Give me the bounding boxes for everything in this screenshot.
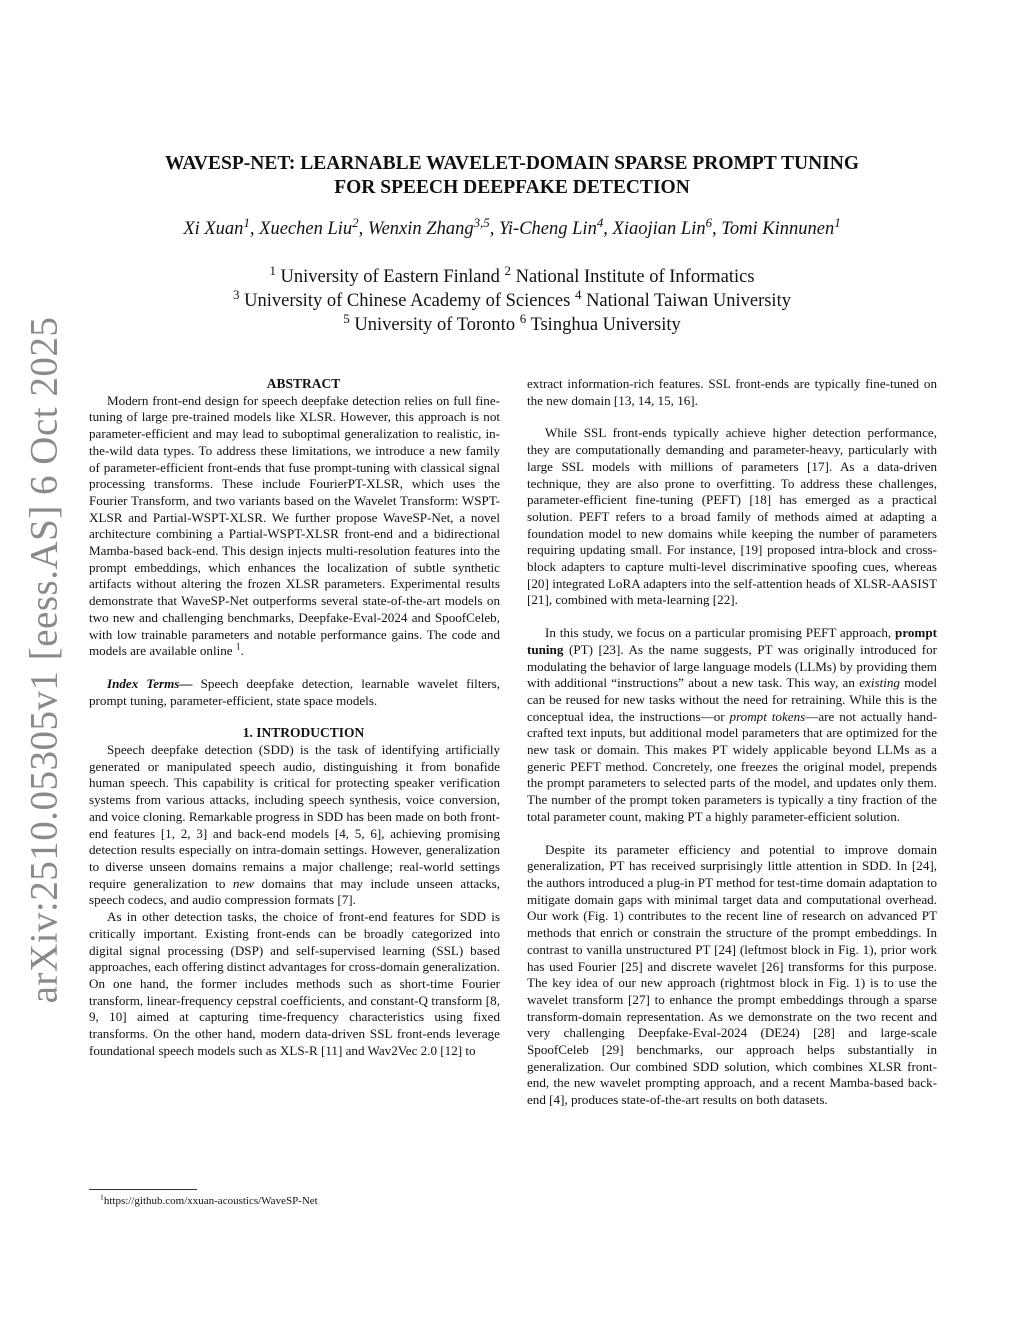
left-column [89,376,500,1059]
author-sup: 2 [352,214,359,230]
affiliation-line-1 [150,262,874,289]
right-paragraph-1: While SSL front-ends typically achieve higher detection performance, they are computationally demanding and parameter-heavy, particularly with large SSL models with millions of parameters [17]. As a data-driven technique, they are also prone to overfitting. To address these challenges, parameter-efficient fine-tuning (PEFT) [18] has emerged as a practical solution. PEFT refers to a broad family of methods aimed at adapting a foundation model to new domains while keeping the number of parameters requiring updating small. For instance, [19] proposed intra-block and cross-block adapters to capture multi-level discriminative spoofing cues, whereas [20] integrated LoRA adapters into the self-attention heads of XLSR-AASIST [21], combined with meta-learning [22]. [527,425,937,608]
paper-title [100,152,924,200]
author-sup: 1 [243,214,250,230]
intro-p1-text: Speech deepfake detection (SDD) is the task of identifying artificially generated or manipulated speech audio, distinguishing it from bonafide human speech. This capability is critical for protecting speaker verification systems from various attacks, including speech synthesis, voice conversion, and voice cloning. Remarkable progress in SDD has been made on both front-end features [1, 2, 3] and back-end models [4, 5, 6], achieving promising detection results especially on intra-domain settings. However, generalization to diverse unseen domains remains a major challenge; real-world settings require generalization to [89,742,500,891]
affil-sup: 2 [504,262,512,278]
right-paragraph-3: Despite its parameter efficiency and potential to improve domain generalization, PT has received surprisingly little attention in SDD. In [24], the authors introduced a plug-in PT method for test-time domain adaptation to mitigate domain gaps with minimal target data and computational overhead. Our work (Fig. 1) contributes to the recent line of research on advanced PT methods that enrich or constrain the structure of the prompt embeddings. In contrast to vanilla unstructured PT [24] (leftmost block in Fig. 1), prior work has used Fourier [25] and discrete wavelet [26] transforms for this purpose. The key idea of our new approach (rightmost block in Fig. 1) is to use the wavelet transform [27] to enhance the prompt embeddings through a sparse transform-domain representation. As we demonstrate on the two recent and very challenging Deepfake-Eval-2024 (DE24) [28] and large-scale SpoofCeleb [29] benchmarks, our approach helps substantially in generalization. Our combined SDD solution, which combines XLSR front-end, the new wavelet prompting approach, and a recent Mamba-based back-end [4], produces state-of-the-art results on both datasets. [527,841,937,1108]
rp2-em2: prompt tokens [729,708,806,724]
affiliation: Tsinghua University [530,315,681,335]
author: Wenxin Zhang [367,219,474,239]
right-paragraph-0: extract information-rich features. SSL front-ends are typically fine-tuned on the new domain [13, 14, 15, 16]. [527,376,937,408]
author-list: Xi Xuan$^1$, Xuechen Liu$^2$, Wenxin Zhang$^{3,5}$, Yi-Cheng Lin$^4$, Xiaojian Lin$^6$, Tomi Kinnunen$^1$ [183,214,841,239]
author-sup: 3,5 [473,214,490,230]
affil-sup: 4 [574,286,582,302]
author-sup: 4 [596,214,604,230]
intro-paragraph-2: As in other detection tasks, the choice of front-end features for SDD is critically important. Existing front-ends can be broadly categorized into digital signal processing (DSP) and self-supervised learning (SSL) based approaches, each offering distinct advantages for cross-domain generalization. On one hand, the former includes methods such as short-time Fourier transform, linear-frequency cepstral coefficients, and constant-Q transform [8, 9, 10] aimed at capturing time-frequency characteristics using fixed transforms. On the other hand, modern data-driven SSL front-ends leverage foundational speech models such as XLS-R [11] and Wav2Vec 2.0 [12] to [89,909,500,1058]
author-sup: 1 [834,214,841,230]
affil-sup: 5 [343,310,350,326]
affiliations [150,262,874,337]
author: Xi Xuan [183,219,244,239]
rp2-a: In this study, we focus on a particular promising PEFT approach, [545,625,892,641]
index-terms-label: Index Terms— [107,675,193,691]
affiliation: National Taiwan University [586,291,791,311]
affiliation: University of Chinese Academy of Sciences [244,291,571,311]
index-terms [89,676,500,709]
intro-p1-end: domains that may include unseen attacks, speech codecs, and audio compression formats [7]. [89,875,501,908]
affil-sup: 3 [233,286,240,302]
author: Xuechen Liu [259,219,353,239]
rp2-bold: prompt tuning [527,625,937,657]
author: Yi-Cheng Lin [499,219,597,239]
footnote-mark: 1 [235,641,241,652]
affiliation: University of Eastern Finland [280,267,500,287]
affil-sup: 6 [519,310,527,326]
rp2-em1: existing [859,675,900,691]
footnote-sup: 1 [100,1192,104,1202]
footnote-url: https://github.com/xxuan-acoustics/WaveSP-Net [103,1195,318,1207]
rp2-c: model can be reused for new tasks without the need for retraining. While this is the conceptual idea, the instructions—or [527,675,937,724]
title-line-1: WAVESP-NET: LEARNABLE WAVELET-DOMAIN SPARSE PROMPT TUNING [164,153,859,174]
abstract-heading: ABSTRACT [266,376,341,391]
affiliation-line-2 [150,286,874,313]
rp2-d: —are not actually hand-crafted text inputs, but additional model parameters that are optimized for the new task or domain. This makes PT widely applicable beyond LLMs as a generic PEFT method. Concretely, one freezes the original model, prepends the prompt parameters to selected parts of the model, and updates only them. The number of the prompt token parameters is typically a tiny fraction of the total parameter count, making PT a highly parameter-efficient solution. [527,708,937,824]
footnote [100,1192,318,1207]
intro-p1-emphasis: new [232,875,254,891]
index-terms-text: Speech deepfake detection, learnable wavelet filters, prompt tuning, parameter-efficient, state space models. [89,675,500,708]
rp2-b: (PT) [23]. As the name suggests, PT was originally introduced for modulating the behavior of large language models (LLMs) by providing them with additional “instructions” about a new task. This way, an [527,641,937,691]
author: Xiaojian Lin [612,219,706,239]
affil-sup: 1 [269,262,276,278]
abstract-text: Modern front-end design for speech deepfake detection relies on full fine-tuning of large pre-trained models like XLSR. However, this approach is not parameter-efficient and may lead to suboptimal generalization to realistic, in-the-wild data types. To address these limitations, we introduce a new family of parameter-efficient front-ends that fuse prompt-tuning with classical signal processing transforms. These include FourierPT-XLSR, which uses the Fourier Transform, and two variants based on the Wavelet Transform: WSPT-XLSR and Partial-WSPT-XLSR. We further propose WaveSP-Net, a novel architecture combining a Partial-WSPT-XLSR front-end and a bidirectional Mamba-based back-end. This design injects multi-resolution features into the prompt embeddings, which enhances the localization of subtle synthetic artifacts without altering the frozen XLSR parameters. Experimental results demonstrate that WaveSP-Net outperforms several state-of-the-art models on two new and challenging benchmarks, Deepfake-Eval-2024 and SpoofCeleb, with low trainable parameters and notable performance gains. The code and models are available online $^1$. [89,392,500,659]
arxiv-id: arXiv:2510.05305v1 [eess.AS] 6 Oct 2025 [22,316,66,1004]
affiliation: National Institute of Informatics [515,267,755,287]
arxiv-watermark [14,316,74,1004]
abstract-body: Modern front-end design for speech deepfake detection relies on full fine-tuning of large pre-trained models like XLSR. However, this approach is not parameter-efficient and may lead to suboptimal generalization to realistic, in-the-wild data types. To address these limitations, we introduce a new family of parameter-efficient front-ends that fuse prompt-tuning with classical signal processing transforms. These include FourierPT-XLSR, which uses the Fourier Transform, and two variants based on the Wavelet Transform: WSPT-XLSR and Partial-WSPT-XLSR. We further propose WaveSP-Net, a novel architecture combining a Partial-WSPT-XLSR front-end and a bidirectional Mamba-based back-end. This design injects multi-resolution features into the prompt embeddings, which enhances the localization of subtle synthetic artifacts without altering the frozen XLSR parameters. Experimental results demonstrate that WaveSP-Net outperforms several state-of-the-art models on two new and challenging benchmarks, Deepfake-Eval-2024 and SpoofCeleb, with low trainable parameters and notable performance gains. The code and models are available online [89,392,500,659]
right-column [527,376,937,1109]
affiliation-line-3 [150,310,874,337]
author: Tomi Kinnunen [721,219,835,239]
footnote-rule [89,1189,197,1190]
author-sup: 6 [705,214,713,230]
intro-heading: 1. INTRODUCTION [242,725,365,741]
affiliation: University of Toronto [354,315,516,335]
intro-paragraph-1 [89,742,500,909]
title-line-2: FOR SPEECH DEEPFAKE DETECTION [334,177,690,198]
right-paragraph-2 [527,625,937,825]
